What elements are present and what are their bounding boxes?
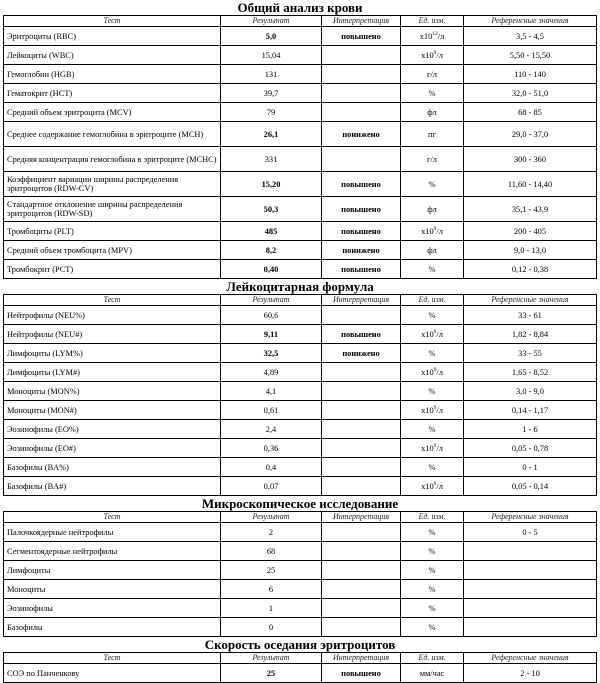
- section-title: Лейкоцитарная формула: [226, 279, 374, 294]
- unit-exponent: 9: [433, 225, 437, 232]
- reference-range: 300 - 360: [464, 147, 597, 172]
- table-row: [4, 523, 597, 542]
- header-interpretation: Интерпретация: [322, 512, 401, 523]
- reference-range: 0,05 - 0,14: [464, 477, 597, 496]
- interpretation: [322, 382, 401, 401]
- result-value: 5,0: [221, 27, 322, 46]
- table-row: [4, 664, 597, 683]
- header-test: Тест: [4, 295, 221, 306]
- result-value: 0,61: [221, 401, 322, 420]
- result-value: 25: [221, 561, 322, 580]
- result-value: 15,04: [221, 46, 322, 65]
- test-name: Лимфоциты (LYM#): [4, 363, 221, 382]
- unit-base: г/л: [427, 154, 437, 164]
- table-row: [4, 420, 597, 439]
- result-value: 2,4: [221, 420, 322, 439]
- interpretation: [322, 523, 401, 542]
- header-result: Результат: [221, 512, 322, 523]
- unit-base: %: [428, 546, 436, 556]
- unit: [401, 580, 464, 599]
- reference-range: [464, 599, 597, 618]
- unit: [401, 27, 464, 46]
- table-row: [4, 439, 597, 458]
- reference-range: [464, 561, 597, 580]
- interpretation: [322, 103, 401, 122]
- reference-range: [464, 580, 597, 599]
- unit-exponent: 9: [433, 328, 437, 335]
- test-name: Лимфоциты (LYM%): [4, 344, 221, 363]
- result-value: 0,4: [221, 458, 322, 477]
- test-name: Нейтрофилы (NEU%): [4, 306, 221, 325]
- test-name: Эритроциты (RBC): [4, 27, 221, 46]
- table-row: [4, 580, 597, 599]
- interpretation: [322, 363, 401, 382]
- header-interpretation: Интерпретация: [322, 295, 401, 306]
- test-name: Средний объем эритроцита (MCV): [4, 103, 221, 122]
- unit: [401, 65, 464, 84]
- result-value: 485: [221, 222, 322, 241]
- table-row: [4, 27, 597, 46]
- header-reference: Референсные значения: [464, 512, 597, 523]
- table-header-row: [4, 512, 597, 523]
- table-row: [4, 103, 597, 122]
- unit: [401, 561, 464, 580]
- table-row: [4, 561, 597, 580]
- unit: [401, 147, 464, 172]
- table-row: [4, 197, 597, 222]
- unit-suffix: /л: [436, 329, 443, 339]
- reference-range: 0,05 - 0,78: [464, 439, 597, 458]
- unit: [401, 122, 464, 147]
- section-title: Микроскопическое исследование: [201, 496, 399, 511]
- unit-suffix: /л: [436, 405, 443, 415]
- unit: [401, 599, 464, 618]
- table-row: [4, 260, 597, 279]
- unit-base: мм/час: [419, 668, 445, 678]
- table-row: [4, 382, 597, 401]
- reference-range: 68 - 85: [464, 103, 597, 122]
- result-value: 68: [221, 542, 322, 561]
- unit-base: %: [428, 310, 436, 320]
- interpretation: [322, 477, 401, 496]
- unit-base: фл: [427, 245, 437, 255]
- reference-range: 33 - 55: [464, 344, 597, 363]
- table-row: [4, 306, 597, 325]
- unit: [401, 664, 464, 683]
- table-row: [4, 401, 597, 420]
- unit-exponent: 12: [432, 30, 438, 37]
- header-unit: Ед. изм.: [401, 295, 464, 306]
- unit-suffix: /л: [436, 226, 443, 236]
- unit-base: x10: [421, 50, 434, 60]
- test-name: Средний объем тромбоцита (MPV): [4, 241, 221, 260]
- unit: [401, 401, 464, 420]
- header-result: Результат: [221, 653, 322, 664]
- unit-base: фл: [427, 107, 437, 117]
- unit: [401, 477, 464, 496]
- test-name: Лейкоциты (WBC): [4, 46, 221, 65]
- interpretation: повышено: [322, 172, 401, 197]
- interpretation: [322, 46, 401, 65]
- header-unit: Ед. изм.: [401, 16, 464, 27]
- unit-base: %: [428, 527, 436, 537]
- reference-range: 1,65 - 8,52: [464, 363, 597, 382]
- reference-range: 0 - 5: [464, 523, 597, 542]
- table-row: [4, 325, 597, 344]
- table-row: [4, 599, 597, 618]
- table-row: [4, 241, 597, 260]
- test-name: СОЭ по Панченкову: [4, 664, 221, 683]
- unit-base: %: [428, 179, 436, 189]
- interpretation: повышено: [322, 197, 401, 222]
- reference-range: 200 - 405: [464, 222, 597, 241]
- result-value: 15,20: [221, 172, 322, 197]
- unit-base: x10: [421, 329, 434, 339]
- reference-range: 35,1 - 43,9: [464, 197, 597, 222]
- reference-range: 3,5 - 4,5: [464, 27, 597, 46]
- result-value: 0,40: [221, 260, 322, 279]
- test-name: Эозинофилы (EO#): [4, 439, 221, 458]
- results-table: [3, 652, 597, 683]
- unit-base: %: [428, 565, 436, 575]
- unit-suffix: /л: [436, 443, 443, 453]
- interpretation: понижено: [322, 122, 401, 147]
- test-name: Базофилы (BA%): [4, 458, 221, 477]
- result-value: 4,89: [221, 363, 322, 382]
- interpretation: [322, 439, 401, 458]
- reference-range: [464, 542, 597, 561]
- result-value: 2: [221, 523, 322, 542]
- test-name: Средняя концентрация гемоглобина в эритроците (MCHC): [4, 147, 221, 172]
- interpretation: [322, 580, 401, 599]
- unit: [401, 241, 464, 260]
- unit-base: x10: [421, 443, 434, 453]
- unit: [401, 458, 464, 477]
- test-name: Тромбоциты (PLT): [4, 222, 221, 241]
- result-value: 50,3: [221, 197, 322, 222]
- table-header-row: [4, 653, 597, 664]
- reference-range: 3,0 - 9,0: [464, 382, 597, 401]
- interpretation: [322, 618, 401, 637]
- unit-exponent: 9: [433, 404, 437, 411]
- unit: [401, 306, 464, 325]
- header-interpretation: Интерпретация: [322, 16, 401, 27]
- result-value: 0,07: [221, 477, 322, 496]
- unit-exponent: 9: [433, 442, 437, 449]
- unit: [401, 439, 464, 458]
- reference-range: 5,50 - 15,50: [464, 46, 597, 65]
- results-table: [3, 511, 597, 637]
- result-value: 6: [221, 580, 322, 599]
- unit-base: %: [428, 348, 436, 358]
- unit: [401, 344, 464, 363]
- unit: [401, 103, 464, 122]
- unit-base: фл: [427, 204, 437, 214]
- reference-range: 110 - 140: [464, 65, 597, 84]
- header-unit: Ед. изм.: [401, 653, 464, 664]
- table-row: [4, 542, 597, 561]
- unit-base: x10: [421, 481, 434, 491]
- unit: [401, 542, 464, 561]
- reference-range: 0,14 - 1,17: [464, 401, 597, 420]
- section-title: Скорость оседания эритроцитов: [204, 637, 396, 652]
- unit: [401, 260, 464, 279]
- unit-exponent: 9: [433, 49, 437, 56]
- unit-suffix: /л: [436, 367, 443, 377]
- result-value: 331: [221, 147, 322, 172]
- header-reference: Референсные значения: [464, 16, 597, 27]
- test-name: Моноциты: [4, 580, 221, 599]
- interpretation: [322, 561, 401, 580]
- unit-base: %: [428, 603, 436, 613]
- header-interpretation: Интерпретация: [322, 653, 401, 664]
- interpretation: повышено: [322, 27, 401, 46]
- header-test: Тест: [4, 512, 221, 523]
- results-table: [3, 294, 597, 496]
- table-row: [4, 172, 597, 197]
- unit-suffix: /л: [436, 481, 443, 491]
- header-test: Тест: [4, 16, 221, 27]
- result-value: 1: [221, 599, 322, 618]
- table-row: [4, 618, 597, 637]
- table-row: [4, 458, 597, 477]
- result-value: 79: [221, 103, 322, 122]
- unit: [401, 382, 464, 401]
- unit: [401, 222, 464, 241]
- table-row: [4, 363, 597, 382]
- interpretation: [322, 599, 401, 618]
- result-value: 60,6: [221, 306, 322, 325]
- unit-base: г/л: [427, 69, 437, 79]
- header-reference: Референсные значения: [464, 653, 597, 664]
- result-value: 9,11: [221, 325, 322, 344]
- unit-suffix: /л: [436, 50, 443, 60]
- test-name: Эозинофилы: [4, 599, 221, 618]
- test-name: Нейтрофилы (NEU#): [4, 325, 221, 344]
- unit: [401, 197, 464, 222]
- interpretation: понижено: [322, 344, 401, 363]
- unit-base: %: [428, 386, 436, 396]
- unit-base: x10: [421, 226, 434, 236]
- result-value: 8,2: [221, 241, 322, 260]
- reference-range: 0 - 1: [464, 458, 597, 477]
- table-row: [4, 122, 597, 147]
- reference-range: 9,0 - 13,0: [464, 241, 597, 260]
- test-name: Лимфоциты: [4, 561, 221, 580]
- reference-range: 33 - 61: [464, 306, 597, 325]
- header-result: Результат: [221, 16, 322, 27]
- result-value: 26,1: [221, 122, 322, 147]
- unit: [401, 172, 464, 197]
- reference-range: 0,12 - 0,38: [464, 260, 597, 279]
- interpretation: [322, 420, 401, 439]
- unit-base: пг: [428, 129, 436, 139]
- test-name: Эозинофилы (EO%): [4, 420, 221, 439]
- unit: [401, 618, 464, 637]
- table-row: [4, 477, 597, 496]
- test-name: Базофилы (BA#): [4, 477, 221, 496]
- test-name: Моноциты (MON#): [4, 401, 221, 420]
- interpretation: [322, 65, 401, 84]
- test-name: Гематокрит (HCT): [4, 84, 221, 103]
- result-value: 39,7: [221, 84, 322, 103]
- result-value: 32,5: [221, 344, 322, 363]
- unit-suffix: /л: [437, 31, 445, 41]
- interpretation: [322, 147, 401, 172]
- header-test: Тест: [4, 653, 221, 664]
- unit-base: %: [428, 584, 436, 594]
- header-result: Результат: [221, 295, 322, 306]
- table-row: [4, 65, 597, 84]
- interpretation: [322, 401, 401, 420]
- unit-base: %: [428, 424, 436, 434]
- table-row: [4, 84, 597, 103]
- unit-exponent: 9: [433, 366, 437, 373]
- unit: [401, 84, 464, 103]
- unit: [401, 325, 464, 344]
- result-value: 0: [221, 618, 322, 637]
- unit-base: x10: [419, 31, 433, 41]
- result-value: 0,36: [221, 439, 322, 458]
- unit-base: x10: [421, 367, 434, 377]
- interpretation: [322, 542, 401, 561]
- unit: [401, 46, 464, 65]
- unit: [401, 363, 464, 382]
- header-reference: Референсные значения: [464, 295, 597, 306]
- interpretation: [322, 84, 401, 103]
- result-value: 4,1: [221, 382, 322, 401]
- interpretation: [322, 458, 401, 477]
- unit-base: %: [428, 462, 436, 472]
- table-row: [4, 344, 597, 363]
- interpretation: повышено: [322, 664, 401, 683]
- interpretation: понижено: [322, 241, 401, 260]
- reference-range: 2 - 10: [464, 664, 597, 683]
- table-row: [4, 46, 597, 65]
- test-name: Среднее содержание гемоглобина в эритроците (MCH): [4, 122, 221, 147]
- header-unit: Ед. изм.: [401, 512, 464, 523]
- table-header-row: [4, 16, 597, 27]
- unit-exponent: 9: [433, 480, 437, 487]
- interpretation: повышено: [322, 260, 401, 279]
- reference-range: 29,0 - 37,0: [464, 122, 597, 147]
- unit: [401, 420, 464, 439]
- test-name: Палочкоядерные нейтрофилы: [4, 523, 221, 542]
- results-table: [3, 15, 597, 279]
- table-header-row: [4, 295, 597, 306]
- test-name: Тромбокрит (PCT): [4, 260, 221, 279]
- reference-range: 1 - 6: [464, 420, 597, 439]
- table-row: [4, 147, 597, 172]
- unit-base: x10: [421, 405, 434, 415]
- reference-range: 1,82 - 8,84: [464, 325, 597, 344]
- interpretation: [322, 306, 401, 325]
- section-title: Общий анализ крови: [237, 0, 363, 15]
- result-value: 25: [221, 664, 322, 683]
- result-value: 131: [221, 65, 322, 84]
- test-name: Моноциты (MON%): [4, 382, 221, 401]
- test-name: Стандартное отклонение ширины распределения эритроцитов (RDW-SD): [4, 197, 221, 222]
- unit-base: %: [428, 264, 436, 274]
- test-name: Гемоглобин (HGB): [4, 65, 221, 84]
- reference-range: [464, 618, 597, 637]
- reference-range: 11,60 - 14,40: [464, 172, 597, 197]
- table-row: [4, 222, 597, 241]
- unit-base: %: [428, 88, 436, 98]
- interpretation: повышено: [322, 325, 401, 344]
- reference-range: 32,0 - 51,0: [464, 84, 597, 103]
- unit-base: %: [428, 622, 436, 632]
- interpretation: повышено: [322, 222, 401, 241]
- unit: [401, 523, 464, 542]
- test-name: Коэффициент вариации ширины распределения эритроцитов (RDW-CV): [4, 172, 221, 197]
- test-name: Базофилы: [4, 618, 221, 637]
- test-name: Сегментоядерные нейтрофилы: [4, 542, 221, 561]
